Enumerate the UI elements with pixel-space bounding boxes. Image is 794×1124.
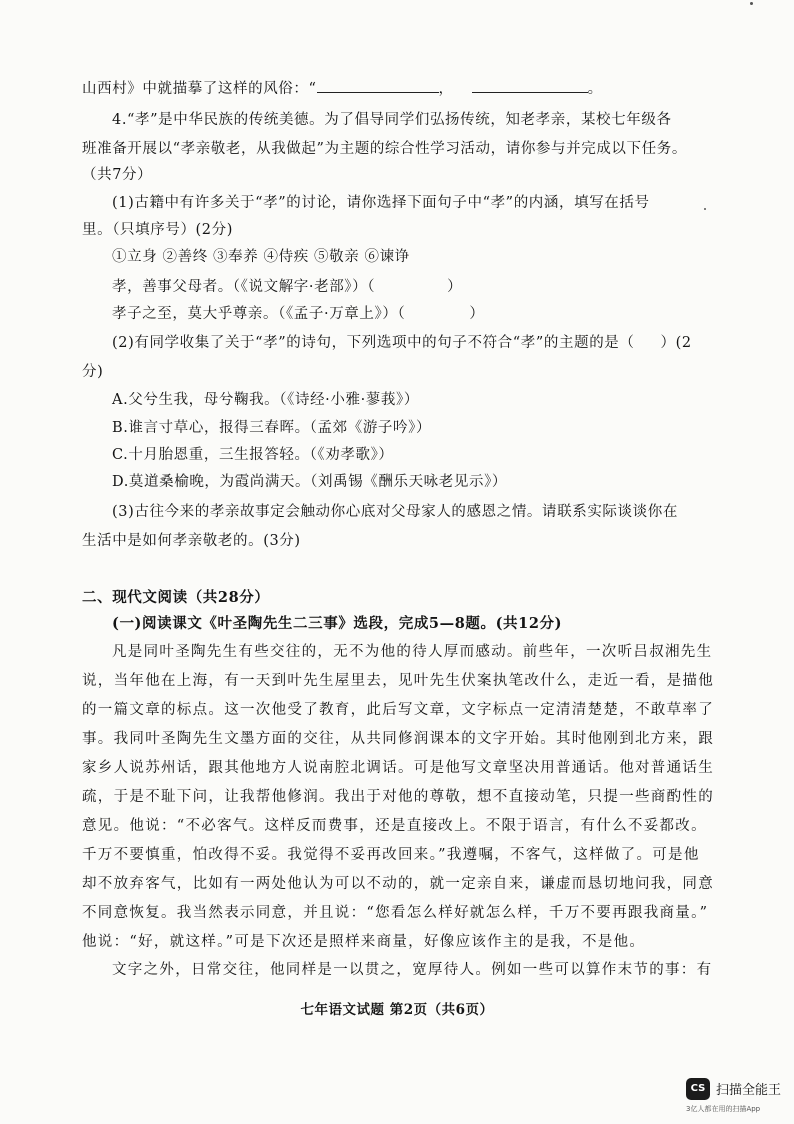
q4-sub2-line2: 分) (82, 364, 104, 380)
q4-quote1-text: 孝，善事父母者。（《说文解字·老部》）（ (112, 279, 376, 295)
q4-quote2 (112, 304, 484, 324)
passage-line: 的一篇文章的标点。这一次他受了教育，此后写文章，文字标点一定清清楚楚，不敢草率了 (82, 702, 714, 718)
q4-sub1-line1: (1)古籍中有许多关于“孝”的讨论，请你选择下面句子中“孝”的内涵，填写在括号 (112, 195, 650, 211)
scanner-watermark (686, 1074, 794, 1118)
passage-line: 家乡人说苏州话，跟其他地方人说南腔北调话。可是他写文章坚决用普通话。他对普通话生 (82, 760, 714, 776)
q4-intro-line1: 4.“孝”是中华民族的传统美德。为了倡导同学们弘扬传统，知老孝亲，某校七年级各 (112, 112, 672, 128)
passage-line: 不同意恢复。我当然表示同意，并且说：“您看怎么样好就怎么样，千万不要再跟我商量。” (82, 905, 709, 921)
camscanner-logo-icon: CS (686, 1078, 710, 1100)
watermark-subtitle: 3亿人都在用的扫描App (686, 1105, 761, 1113)
q4-choice-b: B.谁言寸草心，报得三春晖。（孟郊《游子吟》） (112, 420, 432, 436)
q4-sub2-text: (2)有同学收集了关于“孝”的诗句，下列选项中的句子不符合“孝”的主题的是（ (112, 335, 635, 351)
page-footer: 七年语文试题 第2页（共6页） (300, 1002, 494, 1018)
watermark-name: 扫描全能王 (716, 1083, 782, 1098)
passage-line: 他说：“好，就这样。”可是下次还是照样来商量，好像应该作主的是我，不是他。 (82, 934, 646, 950)
q4-quote1 (112, 277, 462, 297)
passage-line: 说，当年他在上海，有一天到叶先生屋里去，见叶先生伏案执笔改什么，走近一看，是描他 (82, 673, 714, 689)
q4-sub2-line1 (112, 333, 692, 353)
passage-line: 凡是同叶圣陶先生有些交往的，无不为他的待人厚而感动。前些年，一次听吕叔湘先生 (112, 644, 713, 660)
q3-tail-line (82, 78, 603, 99)
scan-speck (704, 208, 706, 210)
q4-quote1-close: ） (447, 279, 463, 295)
answer-blank (472, 78, 588, 93)
q4-choice-c: C.十月胎恩重，三生报答轻。（《劝孝歌》） (112, 447, 394, 463)
passage-line: 事。我同叶圣陶先生文墨方面的交往，从共同修润课本的文字开始。其时他刚到北方来，跟 (82, 731, 714, 747)
q4-points: （共7分） (82, 167, 153, 183)
q3-tail-end: 。 (587, 81, 603, 97)
section2-part1: (一)阅读课文《叶圣陶先生二三事》选段，完成5—8题。(共12分) (112, 615, 563, 632)
answer-blank (317, 78, 439, 93)
q3-tail-sep: ， (438, 81, 454, 97)
q4-sub3-line1: (3)古往今来的孝亲故事定会触动你心底对父母家人的感恩之情。请联系实际谈谈你在 (112, 504, 678, 520)
q4-sub2-tail: ）(2 (660, 335, 692, 351)
q4-choice-a: A.父兮生我，母兮鞠我。（《诗经·小雅·蓼莪》） (112, 392, 419, 408)
q4-choice-d: D.莫道桑榆晚，为霞尚满天。（刘禹锡《酬乐天咏老见示》） (112, 474, 508, 490)
q4-quote2-close: ） (469, 306, 485, 322)
passage-line: 疏，于是不耻下问，让我帮他修润。我出于对他的尊敬，想不直接动笔，只提一些商酌性的 (82, 789, 714, 805)
q4-quote2-text: 孝子之至，莫大乎尊亲。（《孟子·万章上》）（ (112, 306, 406, 322)
passage-line: 却不放弃客气，比如有一两处他认为可以不动的，就一定亲自来，谦虚而恳切地问我，同意 (82, 876, 714, 892)
scan-speck (750, 2, 753, 5)
q3-tail-text: 山西村》中就描摹了这样的风俗：“ (82, 81, 317, 97)
q4-sub3-line2: 生活中是如何孝亲敬老的。(3分) (82, 533, 301, 549)
section2-heading: 二、现代文阅读（共28分） (82, 589, 270, 606)
passage-line: 千万不要慎重，怕改得不妥。我觉得不妥再改回来。”我遵嘱，不客气，这样做了。可是他 (82, 847, 700, 863)
q4-options: ①立身 ②善终 ③奉养 ④侍疾 ⑤敬亲 ⑥谏诤 (112, 249, 410, 265)
passage-line: 文字之外，日常交往，他同样是一以贯之，宽厚待人。例如一些可以算作末节的事：有 (112, 962, 713, 978)
passage-line: 意见。他说：“不必客气。这样反而费事，还是直接改上。不限于语言，有什么不妥都改。 (82, 818, 707, 834)
q4-sub1-line2: 里。（只填序号）(2分) (82, 222, 233, 238)
q4-intro-line2: 班准备开展以“孝亲敬老，从我做起”为主题的综合性学习活动，请你参与并完成以下任务。 (82, 141, 687, 157)
